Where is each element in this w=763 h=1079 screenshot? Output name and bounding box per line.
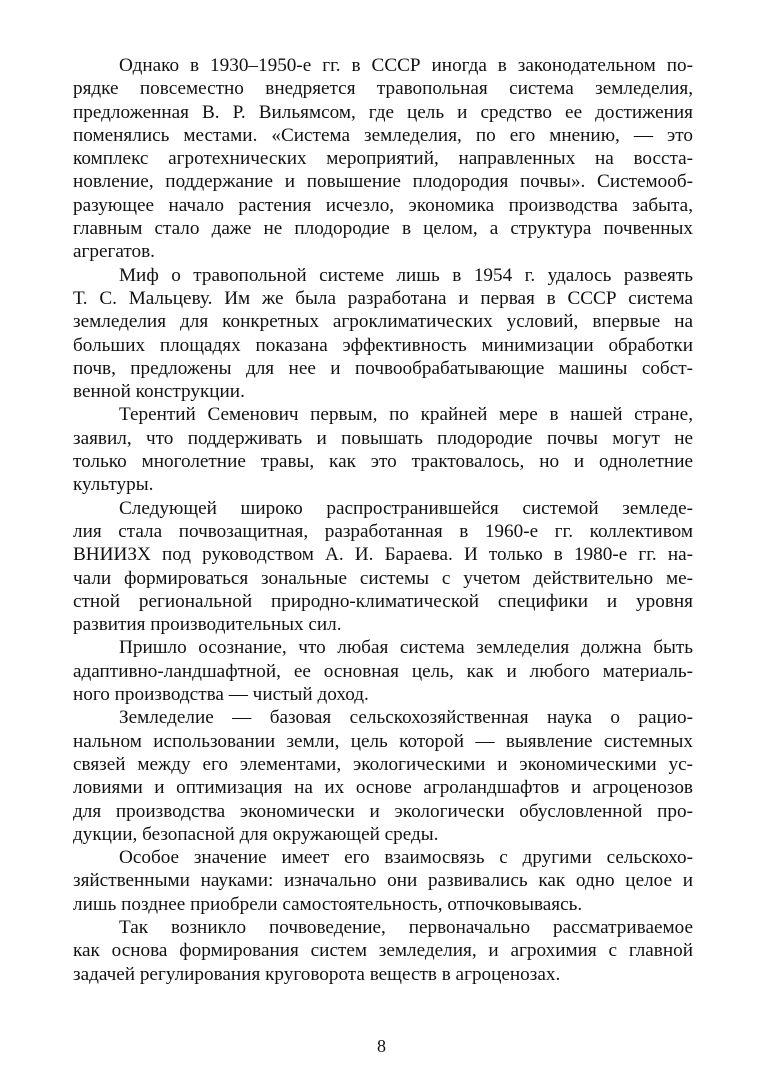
paragraph <box>73 916 693 986</box>
text-line: Так возникло почвоведение, первоначально рассматриваемое <box>119 916 693 938</box>
text-line: связей между его элементами, экологическими и экономическими ус- <box>73 753 693 775</box>
text-line: больших площадях показана эффективность минимизации обработки <box>73 334 693 356</box>
text-line: ВНИИЗХ под руководством А. И. Бараева. И только в 1980-е гг. на- <box>73 544 693 566</box>
text-line: лишь позднее приобрели самостоятельность, отпочковываясь. <box>73 893 583 915</box>
text-line: развития производительных сил. <box>73 614 342 636</box>
text-line: заявил, что поддерживать и повышать плодородие почвы могут не <box>73 427 693 449</box>
text-line: земледелия для конкретных агроклиматических условий, впервые на <box>73 311 693 333</box>
text-line: Пришло осознание, что любая система земледелия должна быть <box>119 637 693 659</box>
text-line: новление, поддержание и повышение плодородия почвы». Системооб- <box>73 171 693 193</box>
text-line: дукции, безопасной для окружающей среды. <box>73 823 439 845</box>
paragraph <box>73 403 693 496</box>
text-line: Т. С. Мальцеву. Им же была разработана и первая в СССР система <box>73 287 693 309</box>
text-line: как основа формирования систем земледелия, и агрохимия с главной <box>73 940 693 962</box>
text-line: зяйственными науками: изначально они развивались как одно целое и <box>73 870 693 892</box>
text-line: Миф о травопольной системе лишь в 1954 г. удалось развеять <box>119 264 693 286</box>
paragraph <box>73 497 693 637</box>
text-line: чали формироваться зональные системы с учетом действительно ме- <box>73 567 693 589</box>
paragraph <box>73 264 693 404</box>
text-line: разующее начало растения исчезло, экономика производства забыта, <box>73 194 693 216</box>
text-line: венной конструкции. <box>73 381 245 403</box>
document-page <box>73 54 693 986</box>
text-line: почв, предложены для нее и почвообрабатывающие машины собст- <box>73 357 693 379</box>
text-line: нальном использовании земли, цель которой — выявление системных <box>73 730 693 752</box>
text-line: поменялись местами. «Система земледелия, по его мнению, — это <box>73 124 693 146</box>
paragraph <box>73 54 693 264</box>
text-line: культуры. <box>73 474 154 496</box>
text-line: только многолетние травы, как это трактовалось, но и однолетние <box>73 451 693 473</box>
text-line: главным стало даже не плодородие в целом, а структура почвенных <box>73 218 693 240</box>
text-line: агрегатов. <box>73 241 155 263</box>
text-line: лия стала почвозащитная, разработанная в 1960-е гг. коллективом <box>73 520 693 542</box>
text-line: Следующей широко распространившейся системой земледе- <box>119 497 693 519</box>
text-line: задачей регулирования круговорота веществ в агроценозах. <box>73 963 561 985</box>
paragraph <box>73 636 693 706</box>
page-number: 8 <box>377 1036 386 1056</box>
paragraph <box>73 706 693 846</box>
text-line: Особое значение имеет его взаимосвязь с другими сельскохо- <box>119 847 693 869</box>
text-line: для производства экономически и экологически обусловленной про- <box>73 800 693 822</box>
text-line: Терентий Семенович первым, по крайней мере в нашей стране, <box>119 404 693 426</box>
text-line: адаптивно-ландшафтной, ее основная цель, как и любого материаль- <box>73 660 693 682</box>
text-line: предложенная В. Р. Вильямсом, где цель и средство ее достижения <box>73 101 693 123</box>
text-line: комплекс агротехнических мероприятий, направленных на восста- <box>73 148 693 170</box>
paragraph <box>73 846 693 916</box>
text-line: ловиями и оптимизация на их основе агроландшафтов и агроценозов <box>73 777 693 799</box>
text-line: стной региональной природно-климатической специфики и уровня <box>73 590 693 612</box>
text-line: ного производства — чистый доход. <box>73 684 369 706</box>
text-line: Однако в 1930–1950-е гг. в СССР иногда в законодательном по- <box>119 55 693 76</box>
text-line: Земледелие — базовая сельскохозяйственная наука о рацио- <box>119 707 693 729</box>
text-line: рядке повсеместно внедряется травопольная система земледелия, <box>73 78 693 100</box>
